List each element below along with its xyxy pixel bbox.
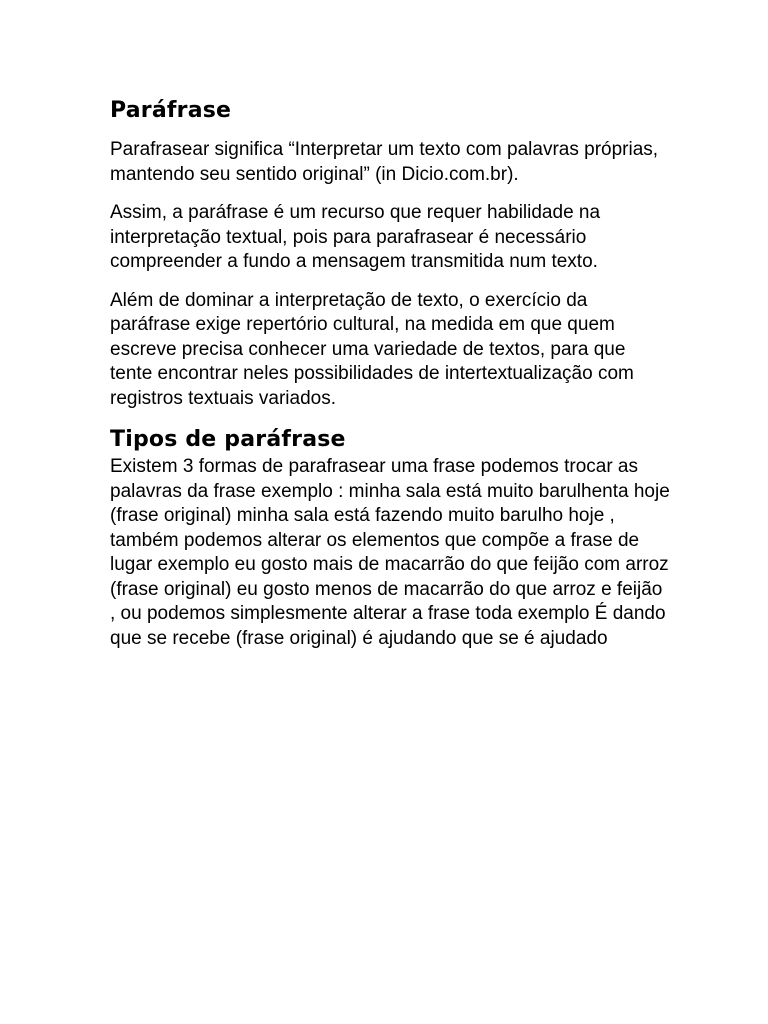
paragraph-interpretation: Assim, a paráfrase é um recurso que requer habilidade na interpretação textual, pois para parafrasear é necessário compreender a fundo a mensagem transmitida num texto. (110, 202, 601, 272)
paragraph-repertoire: Além de dominar a interpretação de texto, o exercício da paráfrase exige repertório cultural, na medida em que quem escreve precisa conhecer uma variedade de textos, para que tente encontrar neles possibilidades de intertextualização com registros textuais variados. (110, 289, 634, 409)
document-title: Paráfrase (110, 98, 232, 123)
document-page (110, 96, 670, 651)
section-title-types: Tipos de paráfrase (110, 427, 346, 452)
paragraph-types: Existem 3 formas de parafrasear uma frase podemos trocar as palavras da frase exemplo : minha sala está muito barulhenta hoje (frase original) minha sala está fazendo muito barulho hoje , também podemos alterar os elementos que compõe a frase de lugar exemplo eu gosto mais de macarrão do que feijão com arroz (frase original) eu gosto menos de macarrão do que arroz e feijão , ou podemos simplesmente alterar a frase toda exemplo É dando que se recebe (frase original) é ajudando que se é ajudado (110, 456, 670, 649)
paragraph-definition: Parafrasear significa “Interpretar um texto com palavras próprias, mantendo seu sentido original” (in Dicio.com.br). (110, 139, 659, 185)
